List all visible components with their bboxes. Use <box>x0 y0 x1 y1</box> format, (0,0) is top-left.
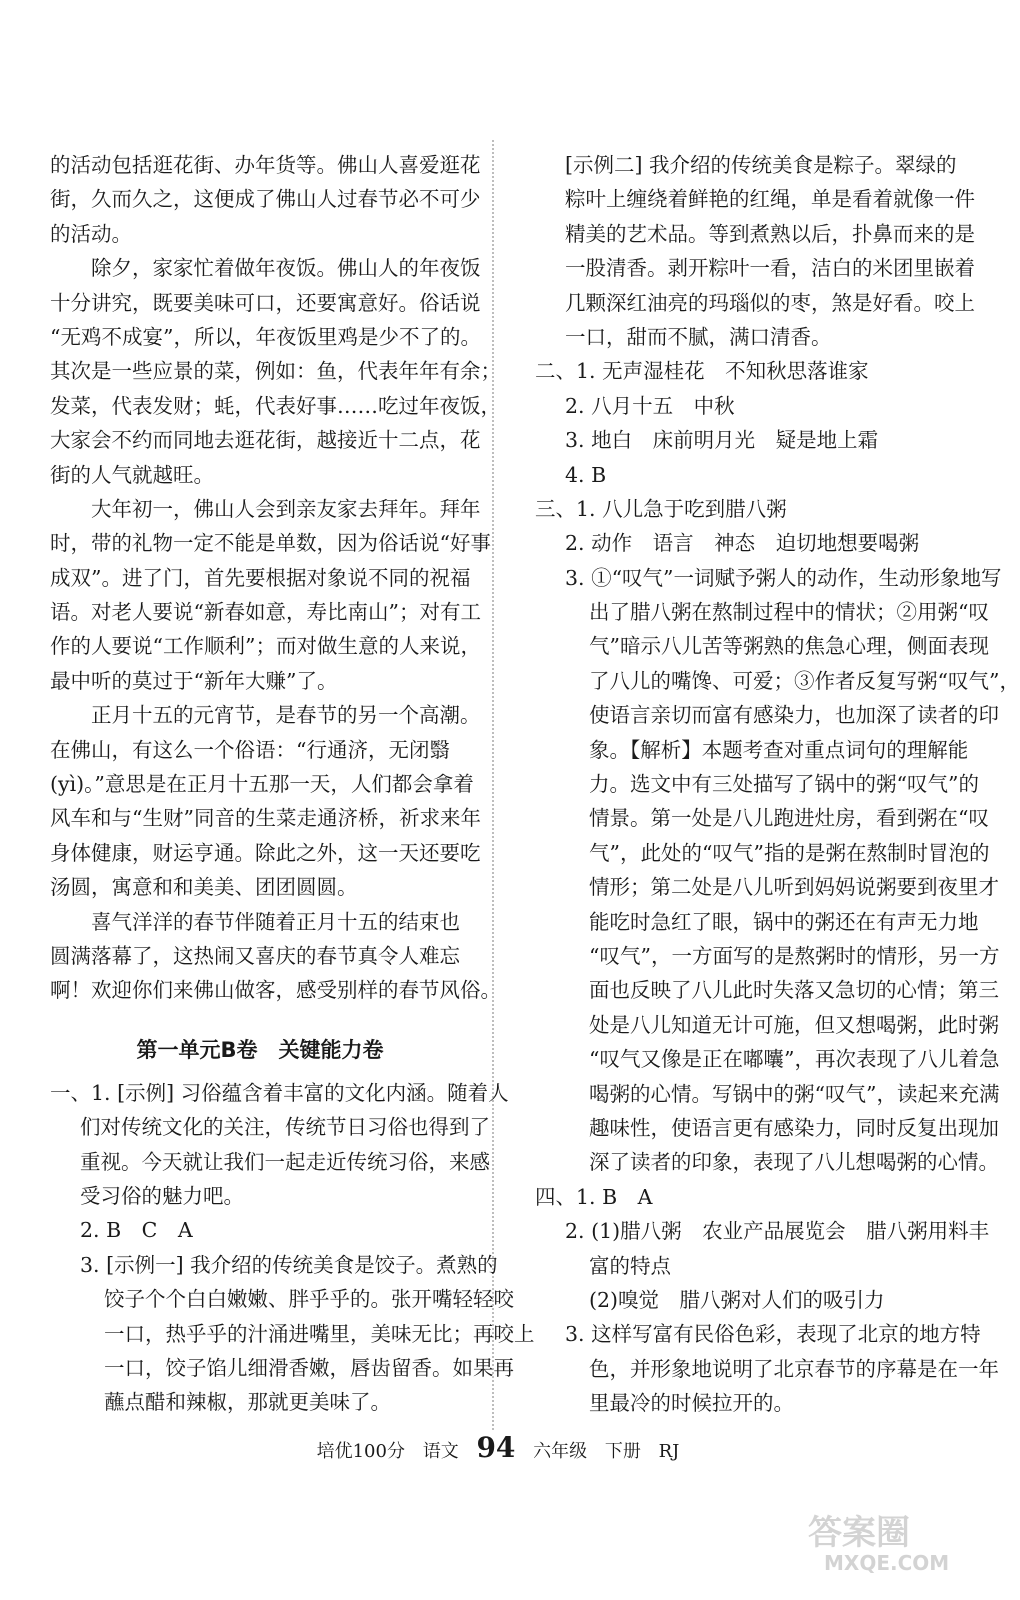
text-line: 大年初一，佛山人会到亲友家去拜年。拜年 <box>91 496 481 521</box>
text-line: 3. ①“叹气”一词赋予粥人的动作，生动形象地写 <box>565 565 1002 590</box>
text-line: 3. 这样写富有民俗色彩，表现了北京的地方特 <box>565 1322 981 1347</box>
text-line: 十分讲究，既要美味可口，还要寓意好。俗话说 <box>50 290 481 315</box>
text-line: 出了腊八粥在熬制过程中的情状；②用粥“叹 <box>589 600 989 625</box>
text-line: 3. 地白 床前明月光 疑是地上霜 <box>565 428 879 453</box>
footer-grade: 六年级 <box>533 1441 588 1462</box>
section-heading: 第一单元B卷 关键能力卷 <box>136 1037 384 1062</box>
text-line: 色，并形象地说明了北京春节的序幕是在一年 <box>589 1356 999 1381</box>
text-line: 正月十五的元宵节，是春节的另一个高潮。 <box>91 703 481 728</box>
text-line: 作的人要说“工作顺利”；而对做生意的人来说， <box>50 634 481 659</box>
page-number: 94 <box>476 1431 516 1464</box>
text-line: 其次是一些应景的菜，例如：鱼，代表年年有余； <box>50 359 501 384</box>
left-column <box>50 148 535 1420</box>
text-line: 一口，热乎乎的汁涌进嘴里，美味无比；再咬上 <box>104 1321 535 1346</box>
text-line: 精美的艺术品。等到煮熟以后，扑鼻而来的是 <box>565 221 975 246</box>
text-line: (yì)。”意思是在正月十五那一天，人们都会拿着 <box>50 772 474 797</box>
text-line: 喜气洋洋的春节伴随着正月十五的结束也 <box>91 909 460 934</box>
text-line: 象。【解析】本题考查对重点词句的理解能 <box>589 737 969 762</box>
text-line: 成双”。进了门，首先要根据对象说不同的祝福 <box>50 565 471 590</box>
text-line: 深了读者的印象，表现了八儿想喝粥的心情。 <box>589 1150 999 1175</box>
text-line: 面也反映了八儿此时失落又急切的心情；第三 <box>589 978 999 1003</box>
text-line: “叹气又像是正在嘟囔”，再次表现了八儿着急 <box>589 1047 1000 1072</box>
text-line: 富的特点 <box>589 1253 671 1278</box>
watermark-url: MXQE.COM <box>824 1551 950 1575</box>
page-footer <box>0 1428 996 1468</box>
text-line: 语。对老人要说“新春如意，寿比南山”；对有工 <box>50 600 481 625</box>
text-line: 情景。第一处是八儿跑进灶房，看到粥在“叹 <box>589 806 989 831</box>
text-line: 气”暗示八儿苦等粥熟的焦急心理，侧面表现 <box>589 634 989 659</box>
left-answers <box>50 1076 535 1420</box>
text-line: 情形；第二处是八儿听到妈妈说粥要到夜里才 <box>589 875 999 900</box>
footer-subject: 语文 <box>422 1441 459 1462</box>
text-line: 气”，此处的“叹气”指的是粥在熬制时冒泡的 <box>589 840 990 865</box>
text-line: 蘸点醋和辣椒，那就更美味了。 <box>104 1390 391 1415</box>
footer-edition: RJ <box>658 1441 680 1462</box>
text-line: [示例二] 我介绍的传统美食是粽子。翠绿的 <box>565 153 957 177</box>
text-line: 最中听的莫过于“新年大赚”了。 <box>50 668 338 693</box>
right-answers <box>535 148 1020 1420</box>
text-line: 的活动包括逛花街、办年货等。佛山人喜爱逛花 <box>50 153 481 177</box>
text-line: 处是八儿知道无计可施，但又想喝粥，此时粥 <box>589 1012 999 1037</box>
text-line: 2. 动作 语言 神态 迫切地想要喝粥 <box>565 531 920 556</box>
text-line: 了八儿的嘴馋、可爱；③作者反复写粥“叹气”， <box>589 668 1020 693</box>
text-line: 里最冷的时候拉开的。 <box>589 1391 794 1416</box>
text-line: 一口，甜而不腻，满口清香。 <box>565 324 832 349</box>
text-line: 一、1. [示例] 习俗蕴含着丰富的文化内涵。随着人 <box>50 1080 509 1105</box>
watermark-text: 答案圈 <box>808 1513 910 1553</box>
text-line: 大家会不约而同地去逛花街，越接近十二点，花 <box>50 428 481 453</box>
text-line: 使语言亲切而富有感染力，也加深了读者的印 <box>589 703 999 728</box>
watermark-logo <box>804 1506 974 1576</box>
text-line: (2)嗅觉 腊八粥对人们的吸引力 <box>589 1287 885 1312</box>
text-line: 几颗深红油亮的玛瑙似的枣，煞是好看。咬上 <box>565 290 975 315</box>
text-line: 圆满落幕了，这热闹又喜庆的春节真令人难忘 <box>50 943 460 968</box>
text-line: 2. 八月十五 中秋 <box>565 393 735 418</box>
text-line: 四、1. B A <box>535 1184 653 1209</box>
text-line: 二、1. 无声湿桂花 不知秋思落谁家 <box>535 359 869 384</box>
text-line: 们对传统文化的关注，传统节日习俗也得到了 <box>80 1115 490 1140</box>
text-line: 时，带的礼物一定不能是单数，因为俗话说“好事 <box>50 531 491 556</box>
text-line: 一股清香。剥开粽叶一看，洁白的米团里嵌着 <box>565 256 975 281</box>
text-line: 街的人气就越旺。 <box>50 462 214 487</box>
text-line: 街，久而久之，这便成了佛山人过春节必不可少 <box>50 187 481 212</box>
left-body <box>50 148 501 1008</box>
footer-book: 培优100分 <box>316 1441 405 1462</box>
text-line: “叹气”，一方面写的是熬粥时的情形，另一方 <box>589 943 1000 968</box>
text-line: 三、1. 八儿急于吃到腊八粥 <box>535 496 787 521</box>
text-line: 受习俗的魅力吧。 <box>80 1183 244 1208</box>
text-line: 趣味性，使语言更有感染力，同时反复出现加 <box>589 1115 999 1140</box>
text-line: 2. (1)腊八粥 农业产品展览会 腊八粥用料丰 <box>565 1219 990 1244</box>
text-line: 力。选文中有三处描写了锅中的粥“叹气”的 <box>589 772 979 797</box>
text-line: 3. [示例一] 我介绍的传统美食是饺子。煮熟的 <box>80 1252 498 1277</box>
text-line: 身体健康，财运亨通。除此之外，这一天还要吃 <box>50 840 481 865</box>
text-line: 2. B C A <box>80 1218 193 1243</box>
text-line: 的活动。 <box>50 221 132 246</box>
footer-volume: 下册 <box>604 1441 641 1462</box>
text-line: 重视。今天就让我们一起走近传统习俗，来感 <box>80 1149 490 1174</box>
text-line: 喝粥的心情。写锅中的粥“叹气”，读起来充满 <box>589 1081 1000 1106</box>
text-line: 除夕，家家忙着做年夜饭。佛山人的年夜饭 <box>91 256 481 281</box>
text-line: 在佛山，有这么一个俗语：“行通济，无闭翳 <box>50 737 450 762</box>
text-line: 啊！欢迎你们来佛山做客，感受别样的春节风俗。 <box>50 978 501 1003</box>
text-line: 4. B <box>565 462 607 487</box>
right-column <box>535 148 1020 1420</box>
text-line: “无鸡不成宴”，所以，年夜饭里鸡是少不了的。 <box>50 324 481 349</box>
text-line: 发菜，代表发财；蚝，代表好事……吃过年夜饭， <box>50 393 501 418</box>
text-line: 能吃时急红了眼，锅中的粥还在有声无力地 <box>589 909 979 934</box>
text-line: 粽叶上缠绕着鲜艳的红绳，单是看着就像一件 <box>565 187 975 212</box>
text-line: 风车和与“生财”同音的生菜走通济桥，祈求来年 <box>50 806 481 831</box>
column-divider <box>492 140 494 1430</box>
text-line: 汤圆，寓意和和美美、团团圆圆。 <box>50 875 358 900</box>
text-line: 一口，饺子馅儿细滑香嫩，唇齿留香。如果再 <box>104 1355 514 1380</box>
text-line: 饺子个个白白嫩嫩、胖乎乎的。张开嘴轻轻咬 <box>104 1287 514 1312</box>
